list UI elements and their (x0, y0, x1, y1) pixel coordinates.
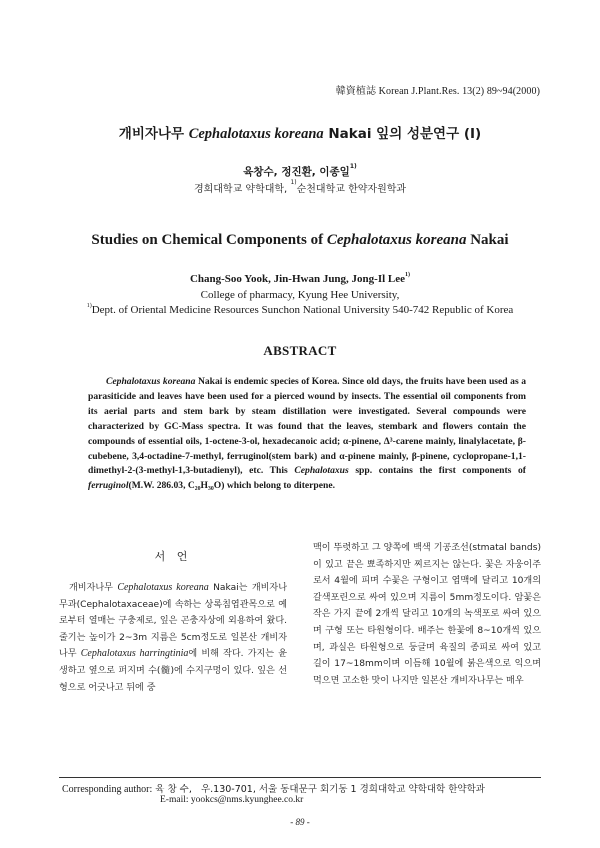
korean-authors (0, 164, 600, 179)
intro-right-paragraph: 맥이 뚜렷하고 그 양쪽에 백색 기공조선(stmatal bands)이 있고 끝은 뾰족하지만 찌르지는 않는다. 꽃은 자웅이주로서 4월에 피며 수꽃은 구형이고 엽맥에 달리고 10개의 갈색포린으로 싸여 있으며 지름이 5mm정도이다. 암꽃은 작은 가지 끝에 2개씩 달리고 10개의 녹색포로 싸여 있으며 구형 또는 타원형이다. 배주는 한꽃에 8~10개씩 있으며, 과실은 타원형으로 둥글며 육질의 종피로 싸여 있고 길이 17~18mm이며 이듬해 10월에 붉은색으로 익으며 먹으면 고소한 맛이 나지만 일본산 개비자나무는 매우 (313, 543, 541, 686)
korean-affiliation-sup: 1) (290, 179, 297, 186)
english-authors-names: Chang-Soo Yook, Jin-Hwan Jung, Jong-Il Lee (189, 273, 406, 285)
intro-left-b: Nakai는 개비자나무과(Cephalotaxaceae)에 속하는 상록침엽관목으로 예로부터 열매는 구충제로, 잎은 곤충자상에 외용하여 왔다. 줄기는 높이가 2~3m 지름은 5cm정도로 일본산 개비자나무 (59, 583, 287, 660)
abstract-genus: Cephalotaxus (294, 465, 349, 477)
korean-authors-names: 육창수, 정진환, 이종일 (243, 166, 350, 178)
intro-left-column (59, 548, 287, 696)
intro-left-c: 에 비해 작다. 가지는 윤생하고 옆으로 퍼지며 수(髓)에 수지구멍이 있다. 잎은 선형으로 어긋나고 뒤에 중 (59, 649, 287, 693)
korean-affiliation (0, 180, 600, 195)
korean-authors-sup: 1) (349, 163, 357, 170)
english-affiliation-line2 (0, 304, 600, 316)
english-authors-sup: 1) (405, 272, 411, 278)
korean-title-species: Cephalotaxus koreana (188, 126, 324, 142)
abstract-species: Cephalotaxus koreana (106, 376, 196, 387)
corresponding-author-label: Corresponding author: (62, 784, 153, 795)
english-affiliation-sup: 1) (86, 303, 92, 309)
abstract-part3: (M.W. 286.03, C₂₀H₃₀O) which belong to diterpene. (128, 480, 336, 492)
abstract-heading: ABSTRACT (263, 343, 337, 358)
corresponding-author-address: 우.130-701, 서울 동대문구 회기동 1 경희대학교 약학대학 한약학과 (200, 784, 485, 795)
intro-left-species2: Cephalotaxus harringtinia (80, 648, 189, 660)
english-title-suffix: Nakai (466, 232, 509, 248)
corresponding-email: E-mail: yookcs@nms.kyunghee.co.kr (160, 795, 304, 805)
intro-right-column (313, 540, 541, 689)
korean-affiliation-part2: 순천대학교 한약자원학과 (296, 184, 407, 195)
journal-citation: 韓資植誌 Korean J.Plant.Res. 13(2) 89~94(2000) (335, 86, 540, 97)
korean-title-suffix: Nakai 잎의 성분연구 (I) (323, 126, 482, 142)
intro-left-paragraph (59, 580, 287, 696)
english-affiliation-line2-text: Dept. of Oriental Medicine Resources Sunchon National University 540-742 Republic of Korea (91, 304, 514, 316)
english-affiliation-line1: College of pharmacy, Kyung Hee University, (200, 289, 400, 301)
abstract-ferruginol: ferruginol (88, 480, 129, 492)
english-authors (0, 273, 600, 285)
english-title-species: Cephalotaxus koreana (326, 232, 467, 248)
intro-left-a: 개비자나무 (69, 583, 118, 593)
english-title-prefix: Studies on Chemical Components of (91, 232, 327, 248)
english-title (0, 232, 600, 249)
corresponding-author (62, 781, 485, 795)
corresponding-author-name: 육 창 수, (152, 784, 192, 795)
abstract-part2: spp. contains the first components of (348, 465, 526, 477)
korean-affiliation-part1: 경희대학교 약학대학, (193, 184, 288, 195)
footnote-divider (59, 777, 541, 778)
korean-title (0, 122, 600, 143)
abstract-part1: Nakai is endemic species of Korea. Since old days, the fruits have been used as a parasiticide and leaves have been used for a pierced wound by insects. The essential oil components from its aerial parts and stem bark by steam distillation were investigated. Several compounds were characterized by GC-Mass spectra. It was found that the leaves, stembark and flowers contain the compounds of essential oils, 1-octene-3-ol, hexadecanoic acid; α-pinene, Δ³-carene mainly, linalylacetate, β-cubebene, 3,4-octadine-7-methyl, ferruginol(stem bark) and α-pinene mainly, β-pinene, cyclopropane-1,1-dimethyl-2-(3-methyl-1,3-butadienyl), etc. This (88, 376, 526, 477)
korean-title-prefix: 개비자나무 (118, 126, 189, 142)
intro-heading: 서 언 (154, 550, 192, 563)
intro-left-species: Cephalotaxus koreana (117, 582, 209, 593)
page-number: - 89 - (290, 817, 310, 827)
abstract-body (88, 375, 526, 494)
